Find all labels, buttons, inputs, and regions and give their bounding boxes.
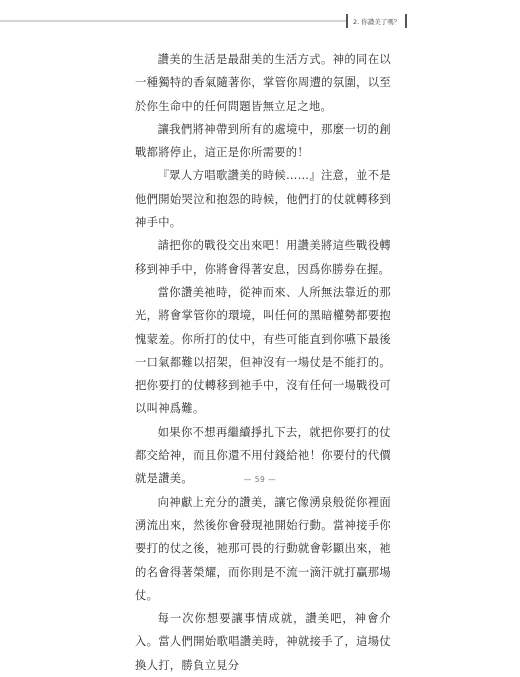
paragraph: 讓我們將神帶到所有的處境中，那麼一切的創戰都將停止，這正是你所需要的！ <box>135 122 391 160</box>
header-rule <box>0 20 346 22</box>
body-text <box>135 48 391 677</box>
paragraph: 請把你的戰役交出來吧！用讚美將這些戰役轉移到神手中，你將會得著安息，因爲你勝券在握。 <box>135 239 391 276</box>
running-header <box>0 14 400 28</box>
paragraph: 向神獻上充分的讚美，讓它像湧泉般從你裡面湧流出來，然後你會發現祂開始行動。當神接手你要打的仗之後，祂那可畏的行動就會彰顯出來，祂的名會得著榮耀，而你則是不流一滴汗就打贏那場仗。 <box>135 495 391 602</box>
paragraph: 每一次你想要讓事情成就，讚美吧，神會介入。當人們開始歌唱讚美時，神就接手了，這場仗換人打，勝負立見分 <box>135 612 391 672</box>
paragraph: 如果你不想再繼續掙扎下去，就把你要打的仗都交給神，而且你還不用付錢給祂！你要付的代價就是讚美。 <box>135 425 391 486</box>
chapter-title: 2. 你讚美了嗎？ <box>346 14 407 28</box>
paragraph: 讚美的生活是最甜美的生活方式。神的同在以一種獨特的香氣隨著你，掌管你周遭的氛圍，以至於你生命中的任何問題皆無立足之地。 <box>135 53 391 113</box>
paragraph: 『眾人方唱歌讚美的時候……』注意，並不是他們開始哭泣和抱怨的時候，他們打的仗就轉移到神手中。 <box>135 169 391 230</box>
page-number: — 59 — <box>243 475 277 484</box>
paragraph: 當你讚美祂時，從神而來、人所無法靠近的那光，將會掌管你的環境，叫任何的黑暗權勢都要抱愧蒙羞。你所打的仗中，有些可能直到你嚥下最後一口氣都難以招架，但神沒有一場仗是不能打的。把你要打的仗轉移到祂手中，沒有任何一場戰役可以叫神爲難。 <box>135 285 391 416</box>
